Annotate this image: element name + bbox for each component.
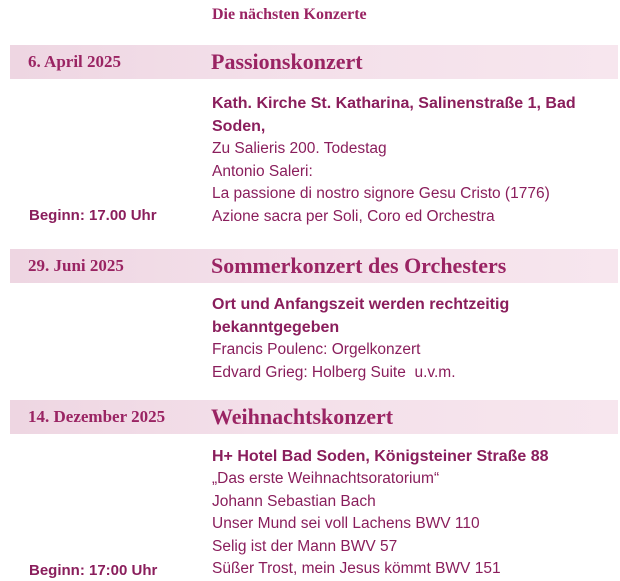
concert-venue: Kath. Kirche St. Katharina, Salinenstraße 1, Bad Soden, <box>212 95 576 135</box>
concert-details-2 <box>212 293 612 384</box>
concert-details-3 <box>212 445 612 581</box>
concert-header-3 <box>10 400 618 434</box>
concert-start-time: Beginn: 17:00 Uhr <box>29 562 158 579</box>
concert-line: Azione sacra per Soli, Coro ed Orchestra <box>212 207 495 225</box>
concert-line: Francis Poulenc: Orgelkonzert <box>212 341 421 358</box>
concert-title: Passionskonzert <box>211 49 363 74</box>
concert-title: Weihnachtskonzert <box>211 404 394 429</box>
concert-header-1 <box>10 45 618 79</box>
concert-header-2 <box>10 249 618 283</box>
concert-line: Unser Mund sei voll Lachens BWV 110 <box>212 515 480 532</box>
concert-venue: H+ Hotel Bad Soden, Königsteiner Straße 88 <box>212 448 549 465</box>
concert-line: Süßer Trost, mein Jesus kömmt BWV 151 <box>212 560 501 577</box>
concert-date: 29. Juni 2025 <box>28 256 124 275</box>
concert-line: Selig ist der Mann BWV 57 <box>212 537 398 555</box>
concert-date: 14. Dezember 2025 <box>28 407 166 426</box>
concert-date: 6. April 2025 <box>28 52 122 71</box>
concert-line: Edvard Grieg: Holberg Suite u.v.m. <box>212 363 456 381</box>
concert-line: Antonio Saleri: <box>212 162 313 180</box>
concert-line: La passione di nostro signore Gesu Cristo (1776) <box>212 185 550 202</box>
concert-title: Sommerkonzert des Orchesters <box>211 253 507 278</box>
page-heading: Die nächsten Konzerte <box>212 6 367 23</box>
concert-start-time: Beginn: 17.00 Uhr <box>29 207 157 224</box>
concert-line: Zu Salieris 200. Todestag <box>212 140 387 157</box>
concert-line: Johann Sebastian Bach <box>212 492 376 510</box>
concert-venue: Ort und Anfangszeit werden rechtzeitig bekanntgegeben <box>212 296 510 336</box>
concert-details-1 <box>212 92 612 228</box>
concert-line: „Das erste Weihnachtsoratorium“ <box>212 470 440 487</box>
